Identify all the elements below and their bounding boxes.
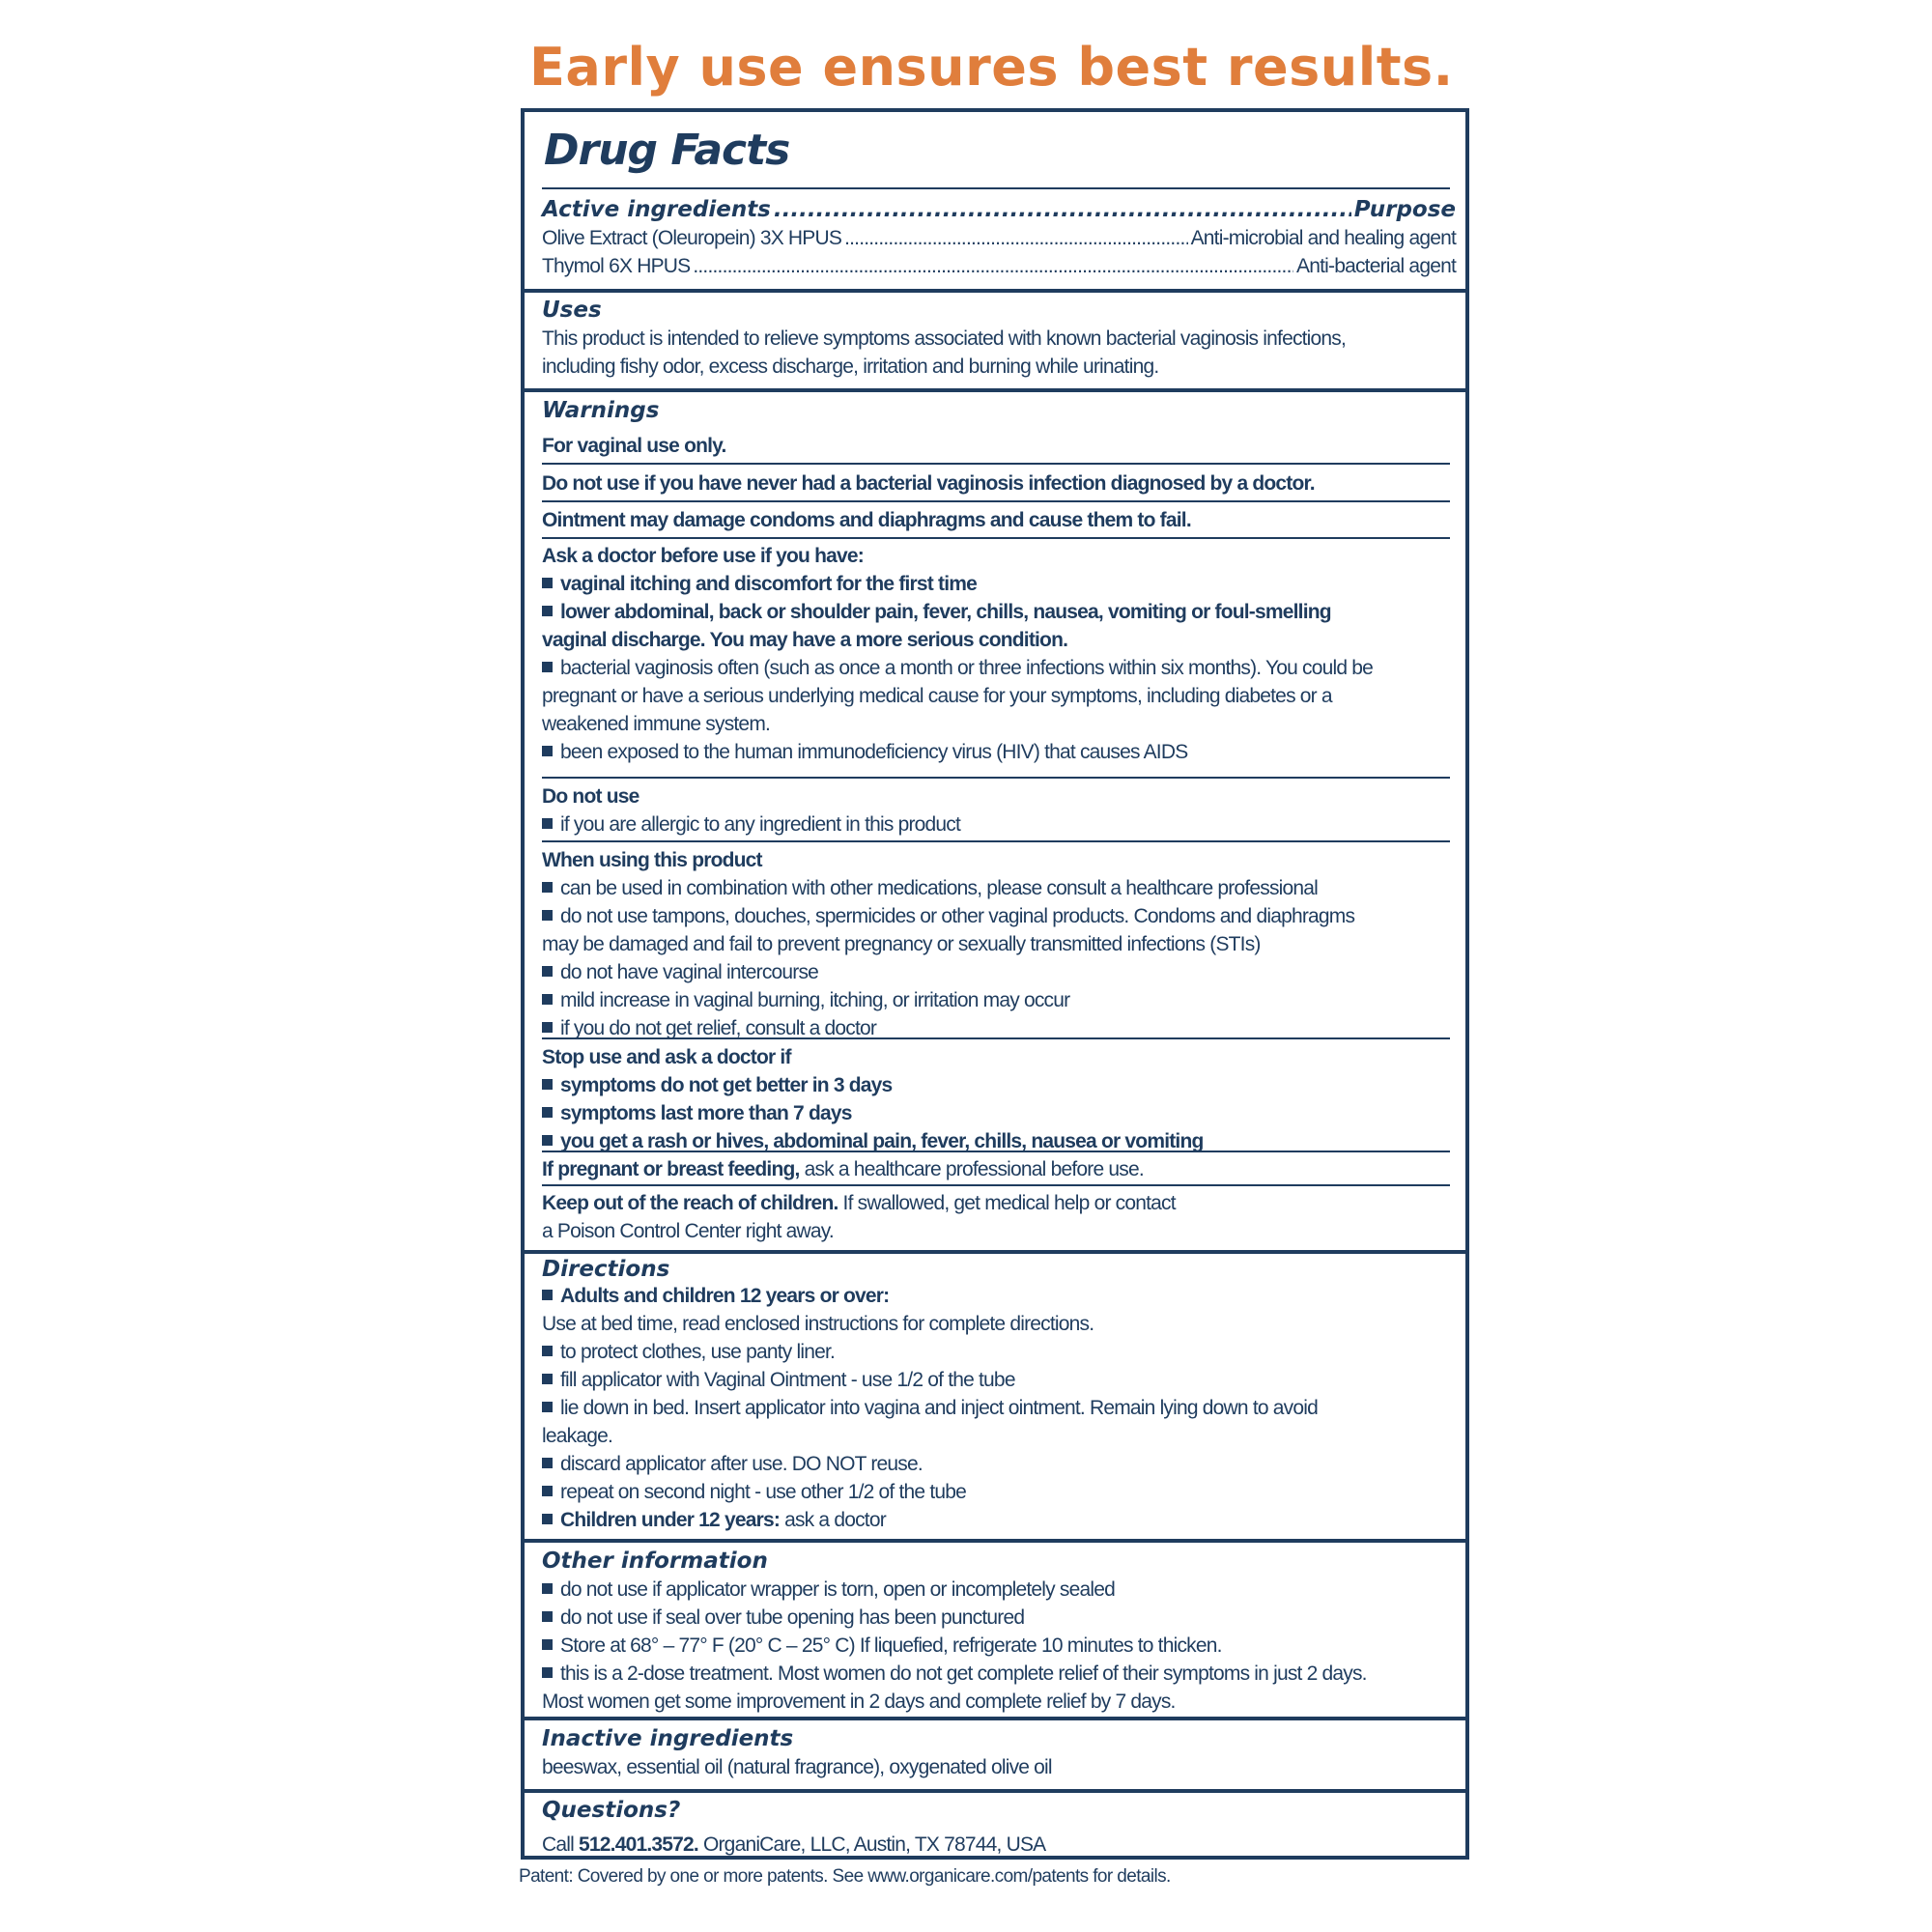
when-using-heading: When using this product	[542, 849, 762, 871]
list-item	[542, 1478, 1456, 1506]
warnings-heading: Warnings	[542, 398, 660, 423]
active-ingredients-header-row	[542, 195, 1456, 224]
list-item	[542, 1366, 1456, 1394]
divider	[542, 1151, 1450, 1152]
section-divider	[525, 289, 1465, 293]
ointment-warning-text: Ointment may damage condoms and diaphragms and cause them to fail.	[542, 509, 1191, 531]
list-item-text: vaginal itching and discomfort for the first time	[560, 573, 978, 595]
list-item-continued: vaginal discharge. You may have a more serious condition.	[542, 629, 1068, 651]
leader-dots	[844, 224, 1187, 252]
list-item-text: Adults and children 12 years or over:	[560, 1285, 890, 1307]
section-divider	[525, 1717, 1465, 1720]
section-divider	[525, 388, 1465, 392]
warnings-heading-block	[542, 396, 1456, 425]
uses-section	[542, 296, 1456, 381]
other-info-section	[542, 1547, 1456, 1716]
bullet-square-icon	[542, 1107, 553, 1118]
list-item-text: do not use if seal over tube opening has been punctured	[560, 1606, 1025, 1629]
list-item-text: repeat on second night - use other 1/2 of the tube	[560, 1481, 966, 1503]
divider	[542, 537, 1450, 539]
list-item-text: lower abdominal, back or shoulder pain, fever, chills, nausea, vomiting or foul-smelling	[560, 601, 1331, 623]
list-item	[542, 570, 1456, 598]
inactive-heading: Inactive ingredients	[542, 1726, 794, 1751]
divider	[542, 840, 1450, 842]
divider	[542, 187, 1450, 189]
list-item-text: do not have vaginal intercourse	[560, 961, 819, 983]
list-item	[542, 810, 1456, 838]
list-item-continued: weakened immune system.	[542, 713, 771, 735]
phone-number: 512.401.3572.	[579, 1833, 698, 1856]
keep-out-section	[542, 1189, 1456, 1245]
list-item	[542, 958, 1456, 986]
directions-section	[542, 1257, 1456, 1534]
vaginal-use-only	[542, 432, 1456, 460]
ask-doctor-heading: Ask a doctor before use if you have:	[542, 545, 864, 567]
list-item	[542, 986, 1456, 1014]
bullet-square-icon	[542, 1486, 553, 1496]
list-item-text: symptoms last more than 7 days	[560, 1102, 852, 1124]
ingredient-purpose: Anti-microbial and healing agent	[1190, 227, 1456, 249]
divider	[542, 1184, 1450, 1186]
directions-line: Use at bed time, read enclosed instructions for complete directions.	[542, 1313, 1094, 1335]
section-divider	[525, 1789, 1465, 1793]
patent-footer: Patent: Covered by one or more patents. See www.organicare.com/patents for details.	[519, 1866, 1171, 1887]
keep-out-rest: If swallowed, get medical help or contact	[838, 1192, 1176, 1214]
bullet-square-icon	[542, 1290, 553, 1300]
active-ingredients-heading: Active ingredients	[542, 197, 771, 222]
list-item	[542, 1282, 1456, 1310]
section-divider	[525, 1539, 1465, 1543]
list-item-text: you get a rash or hives, abdominal pain, fever, chills, nausea or vomiting	[560, 1130, 1204, 1152]
list-item	[542, 1338, 1456, 1366]
leader-dots	[693, 252, 1293, 280]
list-item-text: lie down in bed. Insert applicator into vagina and inject ointment. Remain lying down to avoid	[560, 1397, 1318, 1419]
purpose-heading: Purpose	[1353, 197, 1456, 222]
company-address: OrganiCare, LLC, Austin, TX 78744, USA	[697, 1833, 1046, 1856]
bullet-square-icon	[542, 994, 553, 1005]
list-item-text: symptoms do not get better in 3 days	[560, 1074, 893, 1096]
list-item-text: do not use tampons, douches, spermicides or other vaginal products. Condoms and diaphragms	[560, 905, 1355, 927]
divider	[542, 777, 1450, 779]
list-item	[542, 1576, 1456, 1604]
active-ingredient-row	[542, 224, 1456, 252]
children-rest: ask a doctor	[780, 1509, 886, 1531]
list-item	[542, 1506, 1456, 1534]
list-item-continued: may be damaged and fail to prevent pregnancy or sexually transmitted infections (STIs)	[542, 933, 1261, 955]
list-item-text: can be used in combination with other medications, please consult a healthcare professional	[560, 877, 1319, 899]
bullet-square-icon	[542, 1135, 553, 1146]
bullet-square-icon	[542, 1079, 553, 1090]
list-item-text: Store at 68° – 77° F (20° C – 25° C) If liquefied, refrigerate 10 minutes to thicken.	[560, 1634, 1222, 1657]
bullet-square-icon	[542, 1458, 553, 1468]
pregnant-section	[542, 1155, 1456, 1183]
list-item	[542, 874, 1456, 902]
bullet-square-icon	[542, 1402, 553, 1412]
bullet-square-icon	[542, 1514, 553, 1524]
list-item	[542, 1660, 1456, 1688]
keep-out-text	[542, 1189, 1456, 1217]
list-item	[542, 1450, 1456, 1478]
active-ingredient-row	[542, 252, 1456, 280]
list-item-continued: pregnant or have a serious underlying medical cause for your symptoms, including diabetes or a	[542, 685, 1332, 707]
uses-heading: Uses	[542, 298, 602, 323]
ingredient-name: Olive Extract (Oleuropein) 3X HPUS	[542, 227, 842, 249]
ointment-warning	[542, 506, 1456, 534]
drug-facts-panel	[521, 108, 1469, 1860]
ingredient-purpose: Anti-bacterial agent	[1296, 255, 1456, 277]
active-ingredients-section	[542, 195, 1456, 280]
uses-line: This product is intended to relieve symptoms associated with known bacterial vaginosis infections,	[542, 327, 1347, 350]
keep-out-line2: a Poison Control Center right away.	[542, 1220, 834, 1242]
when-using-section	[542, 846, 1456, 1042]
questions-text	[542, 1831, 1456, 1859]
list-item	[542, 738, 1456, 766]
list-item	[542, 1394, 1456, 1422]
inactive-section	[542, 1724, 1456, 1781]
bullet-square-icon	[542, 746, 553, 756]
list-item-text: if you are allergic to any ingredient in this product	[560, 813, 961, 836]
list-item-continued: Most women get some improvement in 2 days and complete relief by 7 days.	[542, 1690, 1176, 1713]
leader-dots	[774, 195, 1351, 224]
list-item-text: been exposed to the human immunodeficiency virus (HIV) that causes AIDS	[560, 741, 1188, 763]
pregnant-rest: ask a healthcare professional before use.	[799, 1158, 1144, 1180]
list-item	[542, 1071, 1456, 1099]
list-item	[542, 902, 1456, 930]
bullet-square-icon	[542, 1022, 553, 1033]
do-not-use-if-never	[542, 469, 1456, 497]
headline: Early use ensures best results.	[529, 37, 1454, 98]
list-item	[542, 654, 1456, 682]
list-item-text: if you do not get relief, consult a doctor	[560, 1017, 877, 1039]
stop-use-section	[542, 1043, 1456, 1155]
uses-line: including fishy odor, excess discharge, irritation and burning while urinating.	[542, 355, 1159, 378]
ask-doctor-section	[542, 542, 1456, 766]
questions-section	[542, 1796, 1456, 1859]
inactive-text: beeswax, essential oil (natural fragrance), oxygenated olive oil	[542, 1756, 1052, 1778]
list-item	[542, 598, 1456, 626]
bullet-square-icon	[542, 606, 553, 616]
bullet-square-icon	[542, 910, 553, 921]
pregnant-bold: If pregnant or breast feeding,	[542, 1158, 800, 1180]
children-bold: Children under 12 years:	[560, 1509, 781, 1531]
list-item-text: mild increase in vaginal burning, itching, or irritation may occur	[560, 989, 1070, 1011]
call-label: Call	[542, 1833, 580, 1856]
ingredient-name: Thymol 6X HPUS	[542, 255, 691, 277]
do-not-use-section	[542, 782, 1456, 838]
list-item-text: this is a 2-dose treatment. Most women do not get complete relief of their symptoms in just 2 days.	[560, 1662, 1367, 1685]
divider	[542, 500, 1450, 502]
other-info-heading: Other information	[542, 1548, 768, 1574]
keep-out-bold: Keep out of the reach of children.	[542, 1192, 838, 1214]
section-divider	[525, 1250, 1465, 1254]
bullet-square-icon	[542, 818, 553, 829]
bullet-square-icon	[542, 1583, 553, 1594]
questions-heading: Questions?	[542, 1798, 681, 1823]
bullet-square-icon	[542, 662, 553, 672]
list-item-text: to protect clothes, use panty liner.	[560, 1341, 836, 1363]
list-item	[542, 1632, 1456, 1660]
stop-use-heading: Stop use and ask a doctor if	[542, 1046, 791, 1068]
list-item-text: fill applicator with Vaginal Ointment - use 1/2 of the tube	[560, 1369, 1015, 1391]
bullet-square-icon	[542, 1639, 553, 1650]
list-item	[542, 1604, 1456, 1632]
bullet-square-icon	[542, 966, 553, 977]
bullet-square-icon	[542, 578, 553, 588]
divider	[542, 1037, 1450, 1039]
drug-facts-title: Drug Facts	[544, 126, 790, 175]
bullet-square-icon	[542, 1346, 553, 1356]
do-not-use-if-never-text: Do not use if you have never had a bacterial vaginosis infection diagnosed by a doctor.	[542, 472, 1315, 495]
list-item-text: bacterial vaginosis often (such as once a month or three infections within six months). You could be	[560, 657, 1374, 679]
bullet-square-icon	[542, 882, 553, 893]
vaginal-use-only-text: For vaginal use only.	[542, 435, 726, 457]
list-item-continued: leakage.	[542, 1425, 612, 1447]
list-item-text: discard applicator after use. DO NOT reuse.	[560, 1453, 923, 1475]
list-item-text: do not use if applicator wrapper is torn, open or incompletely sealed	[560, 1578, 1115, 1601]
pregnant-text	[542, 1155, 1456, 1183]
divider	[542, 463, 1450, 465]
bullet-square-icon	[542, 1611, 553, 1622]
bullet-square-icon	[542, 1374, 553, 1384]
list-item	[542, 1099, 1456, 1127]
bullet-square-icon	[542, 1667, 553, 1678]
do-not-use-heading: Do not use	[542, 785, 639, 808]
directions-heading: Directions	[542, 1257, 670, 1282]
